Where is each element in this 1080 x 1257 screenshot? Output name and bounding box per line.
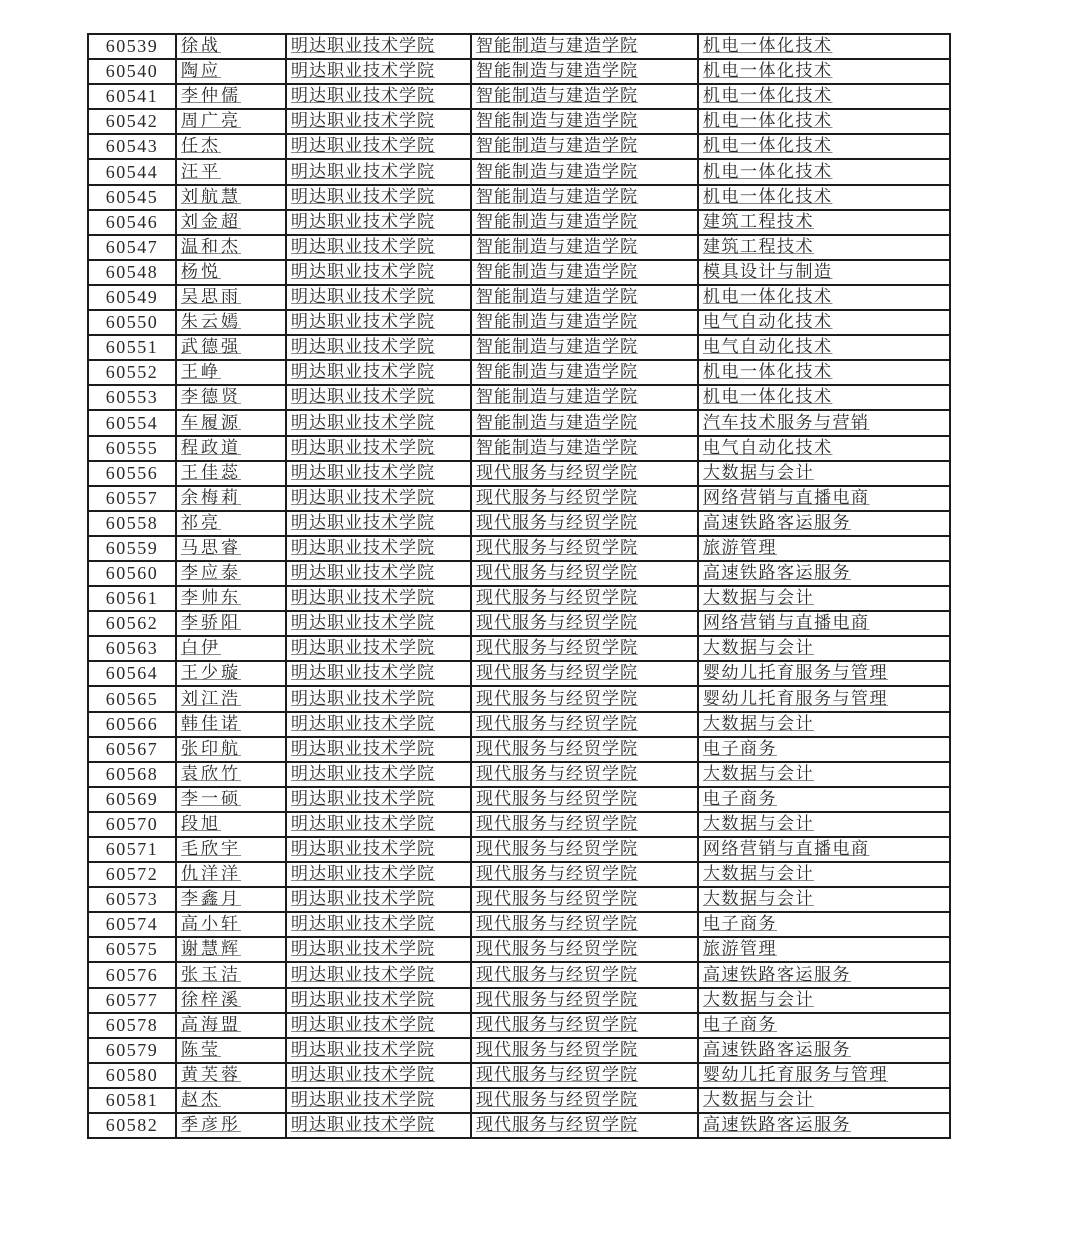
school-cell: 明达职业技术学院 <box>286 937 471 962</box>
student-name-cell: 李德贤 <box>176 385 286 410</box>
college-cell: 现代服务与经贸学院 <box>471 737 698 762</box>
school-cell: 明达职业技术学院 <box>286 1088 471 1113</box>
student-id-cell: 60547 <box>88 235 176 260</box>
student-roster-table <box>87 33 951 1139</box>
major-cell: 网络营销与直播电商 <box>698 611 950 636</box>
college-cell: 现代服务与经贸学院 <box>471 937 698 962</box>
table-row <box>88 636 950 661</box>
student-id-cell: 60540 <box>88 59 176 84</box>
student-id-cell: 60576 <box>88 962 176 987</box>
student-id-cell: 60542 <box>88 109 176 134</box>
student-name-cell: 黄芙蓉 <box>176 1063 286 1088</box>
school-cell: 明达职业技术学院 <box>286 762 471 787</box>
college-cell: 智能制造与建造学院 <box>471 59 698 84</box>
student-name-cell: 张玉洁 <box>176 962 286 987</box>
student-id-cell: 60554 <box>88 410 176 435</box>
school-cell: 明达职业技术学院 <box>286 185 471 210</box>
major-cell: 电子商务 <box>698 912 950 937</box>
school-cell: 明达职业技术学院 <box>286 962 471 987</box>
school-cell: 明达职业技术学院 <box>286 611 471 636</box>
major-cell: 电子商务 <box>698 1013 950 1038</box>
student-id-cell: 60565 <box>88 686 176 711</box>
college-cell: 现代服务与经贸学院 <box>471 686 698 711</box>
college-cell: 智能制造与建造学院 <box>471 285 698 310</box>
school-cell: 明达职业技术学院 <box>286 586 471 611</box>
college-cell: 现代服务与经贸学院 <box>471 586 698 611</box>
student-name-cell: 马思睿 <box>176 536 286 561</box>
school-cell: 明达职业技术学院 <box>286 436 471 461</box>
table-row <box>88 84 950 109</box>
student-id-cell: 60575 <box>88 937 176 962</box>
college-cell: 现代服务与经贸学院 <box>471 762 698 787</box>
table-row <box>88 1038 950 1063</box>
school-cell: 明达职业技术学院 <box>286 235 471 260</box>
school-cell: 明达职业技术学院 <box>286 461 471 486</box>
college-cell: 现代服务与经贸学院 <box>471 661 698 686</box>
table-row <box>88 611 950 636</box>
major-cell: 建筑工程技术 <box>698 210 950 235</box>
table-row <box>88 837 950 862</box>
college-cell: 现代服务与经贸学院 <box>471 887 698 912</box>
student-id-cell: 60561 <box>88 586 176 611</box>
student-id-cell: 60543 <box>88 134 176 159</box>
student-name-cell: 杨悦 <box>176 260 286 285</box>
school-cell: 明达职业技术学院 <box>286 636 471 661</box>
college-cell: 现代服务与经贸学院 <box>471 486 698 511</box>
major-cell: 建筑工程技术 <box>698 235 950 260</box>
college-cell: 现代服务与经贸学院 <box>471 636 698 661</box>
college-cell: 现代服务与经贸学院 <box>471 511 698 536</box>
college-cell: 现代服务与经贸学院 <box>471 712 698 737</box>
college-cell: 智能制造与建造学院 <box>471 310 698 335</box>
table-row <box>88 812 950 837</box>
table-row <box>88 862 950 887</box>
table-row <box>88 787 950 812</box>
school-cell: 明达职业技术学院 <box>286 787 471 812</box>
student-name-cell: 陶应 <box>176 59 286 84</box>
major-cell: 电子商务 <box>698 787 950 812</box>
student-name-cell: 李仲儒 <box>176 84 286 109</box>
student-id-cell: 60572 <box>88 862 176 887</box>
school-cell: 明达职业技术学院 <box>286 511 471 536</box>
table-row <box>88 1013 950 1038</box>
school-cell: 明达职业技术学院 <box>286 1113 471 1138</box>
student-id-cell: 60551 <box>88 335 176 360</box>
student-name-cell: 仇洋洋 <box>176 862 286 887</box>
college-cell: 智能制造与建造学院 <box>471 260 698 285</box>
school-cell: 明达职业技术学院 <box>286 260 471 285</box>
school-cell: 明达职业技术学院 <box>286 210 471 235</box>
student-name-cell: 刘金超 <box>176 210 286 235</box>
major-cell: 机电一体化技术 <box>698 134 950 159</box>
student-name-cell: 刘江浩 <box>176 686 286 711</box>
table-row <box>88 762 950 787</box>
student-id-cell: 60546 <box>88 210 176 235</box>
table-row <box>88 887 950 912</box>
student-id-cell: 60544 <box>88 159 176 184</box>
table-row <box>88 134 950 159</box>
college-cell: 现代服务与经贸学院 <box>471 561 698 586</box>
major-cell: 机电一体化技术 <box>698 84 950 109</box>
student-name-cell: 王峥 <box>176 360 286 385</box>
major-cell: 高速铁路客运服务 <box>698 962 950 987</box>
school-cell: 明达职业技术学院 <box>286 109 471 134</box>
student-name-cell: 高小轩 <box>176 912 286 937</box>
major-cell: 机电一体化技术 <box>698 59 950 84</box>
table-row <box>88 210 950 235</box>
student-name-cell: 陈莹 <box>176 1038 286 1063</box>
major-cell: 电子商务 <box>698 737 950 762</box>
student-id-cell: 60557 <box>88 486 176 511</box>
major-cell: 大数据与会计 <box>698 862 950 887</box>
table-row <box>88 686 950 711</box>
table-row <box>88 1113 950 1138</box>
student-id-cell: 60552 <box>88 360 176 385</box>
student-id-cell: 60558 <box>88 511 176 536</box>
student-id-cell: 60556 <box>88 461 176 486</box>
major-cell: 旅游管理 <box>698 937 950 962</box>
college-cell: 智能制造与建造学院 <box>471 335 698 360</box>
college-cell: 现代服务与经贸学院 <box>471 1038 698 1063</box>
student-id-cell: 60571 <box>88 837 176 862</box>
student-name-cell: 白伊 <box>176 636 286 661</box>
table-row <box>88 486 950 511</box>
college-cell: 现代服务与经贸学院 <box>471 862 698 887</box>
student-name-cell: 高海盟 <box>176 1013 286 1038</box>
student-id-cell: 60559 <box>88 536 176 561</box>
college-cell: 智能制造与建造学院 <box>471 185 698 210</box>
college-cell: 现代服务与经贸学院 <box>471 1063 698 1088</box>
student-name-cell: 任杰 <box>176 134 286 159</box>
major-cell: 大数据与会计 <box>698 636 950 661</box>
student-id-cell: 60570 <box>88 812 176 837</box>
student-name-cell: 武德强 <box>176 335 286 360</box>
college-cell: 智能制造与建造学院 <box>471 210 698 235</box>
school-cell: 明达职业技术学院 <box>286 912 471 937</box>
major-cell: 大数据与会计 <box>698 762 950 787</box>
major-cell: 机电一体化技术 <box>698 159 950 184</box>
student-name-cell: 韩佳诺 <box>176 712 286 737</box>
table-row <box>88 511 950 536</box>
major-cell: 电气自动化技术 <box>698 310 950 335</box>
major-cell: 机电一体化技术 <box>698 360 950 385</box>
student-id-cell: 60581 <box>88 1088 176 1113</box>
school-cell: 明达职业技术学院 <box>286 134 471 159</box>
table-row <box>88 235 950 260</box>
major-cell: 大数据与会计 <box>698 712 950 737</box>
school-cell: 明达职业技术学院 <box>286 360 471 385</box>
table-row <box>88 586 950 611</box>
student-name-cell: 张印航 <box>176 737 286 762</box>
college-cell: 现代服务与经贸学院 <box>471 787 698 812</box>
college-cell: 智能制造与建造学院 <box>471 235 698 260</box>
major-cell: 婴幼儿托育服务与管理 <box>698 1063 950 1088</box>
table-row <box>88 109 950 134</box>
major-cell: 机电一体化技术 <box>698 109 950 134</box>
student-name-cell: 徐梓溪 <box>176 988 286 1013</box>
school-cell: 明达职业技术学院 <box>286 686 471 711</box>
major-cell: 高速铁路客运服务 <box>698 1113 950 1138</box>
student-name-cell: 朱云嫣 <box>176 310 286 335</box>
table-row <box>88 436 950 461</box>
student-id-cell: 60567 <box>88 737 176 762</box>
college-cell: 智能制造与建造学院 <box>471 436 698 461</box>
school-cell: 明达职业技术学院 <box>286 1038 471 1063</box>
school-cell: 明达职业技术学院 <box>286 737 471 762</box>
table-row <box>88 159 950 184</box>
student-name-cell: 汪平 <box>176 159 286 184</box>
major-cell: 大数据与会计 <box>698 1088 950 1113</box>
table-row <box>88 1063 950 1088</box>
student-id-cell: 60539 <box>88 34 176 59</box>
student-id-cell: 60541 <box>88 84 176 109</box>
major-cell: 婴幼儿托育服务与管理 <box>698 686 950 711</box>
table-row <box>88 912 950 937</box>
major-cell: 网络营销与直播电商 <box>698 837 950 862</box>
major-cell: 高速铁路客运服务 <box>698 561 950 586</box>
table-row <box>88 737 950 762</box>
student-id-cell: 60582 <box>88 1113 176 1138</box>
student-id-cell: 60564 <box>88 661 176 686</box>
school-cell: 明达职业技术学院 <box>286 34 471 59</box>
student-id-cell: 60580 <box>88 1063 176 1088</box>
school-cell: 明达职业技术学院 <box>286 862 471 887</box>
major-cell: 机电一体化技术 <box>698 34 950 59</box>
school-cell: 明达职业技术学院 <box>286 536 471 561</box>
major-cell: 大数据与会计 <box>698 586 950 611</box>
student-id-cell: 60555 <box>88 436 176 461</box>
college-cell: 现代服务与经贸学院 <box>471 962 698 987</box>
college-cell: 现代服务与经贸学院 <box>471 812 698 837</box>
school-cell: 明达职业技术学院 <box>286 84 471 109</box>
student-name-cell: 李帅东 <box>176 586 286 611</box>
student-name-cell: 谢慧辉 <box>176 937 286 962</box>
college-cell: 现代服务与经贸学院 <box>471 988 698 1013</box>
school-cell: 明达职业技术学院 <box>286 812 471 837</box>
major-cell: 旅游管理 <box>698 536 950 561</box>
table-row <box>88 561 950 586</box>
major-cell: 网络营销与直播电商 <box>698 486 950 511</box>
student-id-cell: 60548 <box>88 260 176 285</box>
college-cell: 现代服务与经贸学院 <box>471 837 698 862</box>
school-cell: 明达职业技术学院 <box>286 1063 471 1088</box>
college-cell: 智能制造与建造学院 <box>471 385 698 410</box>
major-cell: 机电一体化技术 <box>698 185 950 210</box>
student-name-cell: 温和杰 <box>176 235 286 260</box>
major-cell: 大数据与会计 <box>698 461 950 486</box>
student-name-cell: 李一硕 <box>176 787 286 812</box>
student-name-cell: 王佳蕊 <box>176 461 286 486</box>
major-cell: 高速铁路客运服务 <box>698 1038 950 1063</box>
college-cell: 现代服务与经贸学院 <box>471 536 698 561</box>
table-row <box>88 385 950 410</box>
major-cell: 婴幼儿托育服务与管理 <box>698 661 950 686</box>
college-cell: 现代服务与经贸学院 <box>471 611 698 636</box>
student-name-cell: 毛欣宇 <box>176 837 286 862</box>
major-cell: 高速铁路客运服务 <box>698 511 950 536</box>
student-name-cell: 段旭 <box>176 812 286 837</box>
school-cell: 明达职业技术学院 <box>286 486 471 511</box>
college-cell: 智能制造与建造学院 <box>471 84 698 109</box>
student-name-cell: 祁亮 <box>176 511 286 536</box>
student-name-cell: 王少璇 <box>176 661 286 686</box>
student-id-cell: 60566 <box>88 712 176 737</box>
student-id-cell: 60545 <box>88 185 176 210</box>
college-cell: 智能制造与建造学院 <box>471 34 698 59</box>
major-cell: 大数据与会计 <box>698 812 950 837</box>
school-cell: 明达职业技术学院 <box>286 285 471 310</box>
student-name-cell: 车履源 <box>176 410 286 435</box>
school-cell: 明达职业技术学院 <box>286 159 471 184</box>
student-name-cell: 李应泰 <box>176 561 286 586</box>
college-cell: 智能制造与建造学院 <box>471 134 698 159</box>
school-cell: 明达职业技术学院 <box>286 661 471 686</box>
college-cell: 智能制造与建造学院 <box>471 109 698 134</box>
school-cell: 明达职业技术学院 <box>286 561 471 586</box>
student-name-cell: 程政道 <box>176 436 286 461</box>
student-id-cell: 60563 <box>88 636 176 661</box>
student-name-cell: 徐战 <box>176 34 286 59</box>
college-cell: 现代服务与经贸学院 <box>471 1013 698 1038</box>
major-cell: 电气自动化技术 <box>698 335 950 360</box>
school-cell: 明达职业技术学院 <box>286 712 471 737</box>
student-id-cell: 60578 <box>88 1013 176 1038</box>
student-name-cell: 赵杰 <box>176 1088 286 1113</box>
table-row <box>88 937 950 962</box>
table-row <box>88 260 950 285</box>
student-name-cell: 周广亮 <box>176 109 286 134</box>
major-cell: 机电一体化技术 <box>698 285 950 310</box>
student-id-cell: 60579 <box>88 1038 176 1063</box>
student-id-cell: 60573 <box>88 887 176 912</box>
table-row <box>88 988 950 1013</box>
college-cell: 现代服务与经贸学院 <box>471 1088 698 1113</box>
school-cell: 明达职业技术学院 <box>286 1013 471 1038</box>
student-name-cell: 余梅莉 <box>176 486 286 511</box>
school-cell: 明达职业技术学院 <box>286 988 471 1013</box>
table-row <box>88 285 950 310</box>
table-row <box>88 360 950 385</box>
college-cell: 现代服务与经贸学院 <box>471 912 698 937</box>
school-cell: 明达职业技术学院 <box>286 385 471 410</box>
college-cell: 现代服务与经贸学院 <box>471 1113 698 1138</box>
school-cell: 明达职业技术学院 <box>286 410 471 435</box>
student-name-cell: 季彦彤 <box>176 1113 286 1138</box>
student-id-cell: 60577 <box>88 988 176 1013</box>
table-row <box>88 962 950 987</box>
major-cell: 电气自动化技术 <box>698 436 950 461</box>
college-cell: 现代服务与经贸学院 <box>471 461 698 486</box>
school-cell: 明达职业技术学院 <box>286 887 471 912</box>
table-row <box>88 185 950 210</box>
table-row <box>88 1088 950 1113</box>
college-cell: 智能制造与建造学院 <box>471 410 698 435</box>
school-cell: 明达职业技术学院 <box>286 310 471 335</box>
table-row <box>88 59 950 84</box>
student-id-cell: 60549 <box>88 285 176 310</box>
student-name-cell: 李骄阳 <box>176 611 286 636</box>
student-id-cell: 60560 <box>88 561 176 586</box>
major-cell: 大数据与会计 <box>698 887 950 912</box>
student-id-cell: 60553 <box>88 385 176 410</box>
student-name-cell: 袁欣竹 <box>176 762 286 787</box>
student-name-cell: 刘航慧 <box>176 185 286 210</box>
school-cell: 明达职业技术学院 <box>286 837 471 862</box>
school-cell: 明达职业技术学院 <box>286 59 471 84</box>
college-cell: 智能制造与建造学院 <box>471 159 698 184</box>
major-cell: 机电一体化技术 <box>698 385 950 410</box>
table-row <box>88 335 950 360</box>
college-cell: 智能制造与建造学院 <box>471 360 698 385</box>
school-cell: 明达职业技术学院 <box>286 335 471 360</box>
student-name-cell: 李鑫月 <box>176 887 286 912</box>
roster-body <box>88 34 950 1138</box>
table-row <box>88 461 950 486</box>
table-row <box>88 536 950 561</box>
major-cell: 汽车技术服务与营销 <box>698 410 950 435</box>
student-id-cell: 60550 <box>88 310 176 335</box>
major-cell: 大数据与会计 <box>698 988 950 1013</box>
student-name-cell: 吴思雨 <box>176 285 286 310</box>
table-row <box>88 410 950 435</box>
table-row <box>88 712 950 737</box>
table-row <box>88 310 950 335</box>
student-id-cell: 60568 <box>88 762 176 787</box>
student-id-cell: 60562 <box>88 611 176 636</box>
table-row <box>88 661 950 686</box>
student-id-cell: 60574 <box>88 912 176 937</box>
table-row <box>88 34 950 59</box>
major-cell: 模具设计与制造 <box>698 260 950 285</box>
student-id-cell: 60569 <box>88 787 176 812</box>
